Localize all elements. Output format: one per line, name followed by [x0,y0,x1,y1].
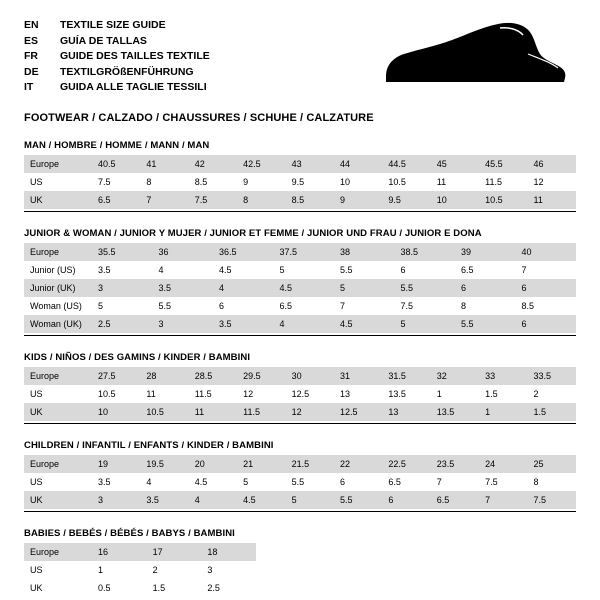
table-row [24,315,576,333]
section-junior-woman [24,228,576,336]
cell: 38 [334,243,395,261]
cell: 4 [140,473,188,491]
section-divider [24,511,576,512]
cell: 7.5 [479,473,527,491]
table-row [24,385,576,403]
cell: 12.5 [334,403,382,421]
row-label: UK [24,579,92,597]
cell: 45 [431,155,479,173]
cell: 6 [516,279,577,297]
language-code: IT [24,81,34,93]
cell: 3 [92,491,140,509]
cell: 5 [334,279,395,297]
cell: 12 [237,385,285,403]
footwear-heading: FOOTWEAR / CALZADO / CHAUSSURES / SCHUHE / CALZATURE [24,112,374,124]
language-code: ES [24,34,39,47]
cell: 11.5 [237,403,285,421]
table-row [24,173,576,191]
cell: 5 [92,297,153,315]
cell: 7.5 [92,173,140,191]
cell: 37.5 [274,243,335,261]
cell: 11 [528,191,576,209]
cell: 36 [153,243,214,261]
row-label: Europe [24,543,92,561]
cell: 2 [528,385,576,403]
cell: 6.5 [382,473,430,491]
table-row [24,403,576,421]
cell: 12 [286,403,334,421]
table-row [24,561,256,579]
cell: 11.5 [189,385,237,403]
cell: 44.5 [382,155,430,173]
cell: 36.5 [213,243,274,261]
cell: 4 [274,315,335,333]
cell: 5.5 [334,261,395,279]
cell: 6.5 [92,191,140,209]
cell: 10 [334,173,382,191]
cell: 44 [334,155,382,173]
cell: 31.5 [382,367,430,385]
cell: 9 [237,173,285,191]
cell: 18 [201,543,256,561]
row-label: US [24,173,92,191]
cell: 3.5 [140,491,188,509]
cell: 4.5 [189,473,237,491]
cell: 13.5 [431,403,479,421]
cell: 8.5 [286,191,334,209]
language-title-list [24,18,354,96]
table-row [24,367,576,385]
cell: 1.5 [147,579,202,597]
cell: 5.5 [334,491,382,509]
row-label: Europe [24,243,92,261]
cell: 5.5 [153,297,214,315]
cell: 8.5 [516,297,577,315]
cell: 10.5 [140,403,188,421]
language-code: DE [24,65,39,78]
section-title: CHILDREN / INFANTIL / ENFANTS / KINDER / BAMBINI [24,440,274,451]
cell: 46 [528,155,576,173]
row-label: UK [24,491,92,509]
cell: 8 [140,173,188,191]
cell: 33.5 [528,367,576,385]
cell: 4.5 [334,315,395,333]
cell: 10.5 [382,173,430,191]
cell: 10.5 [92,385,140,403]
cell: 17 [147,543,202,561]
row-label: Junior (UK) [24,279,92,297]
table-row [24,261,576,279]
cell: 13 [382,403,430,421]
size-table-babies [24,543,256,597]
cell: 1 [431,385,479,403]
language-title: TEXTILE SIZE GUIDE [60,19,166,31]
cell: 20 [189,455,237,473]
cell: 7 [516,261,577,279]
cell: 24 [479,455,527,473]
cell: 4 [153,261,214,279]
table-row [24,191,576,209]
cell: 7.5 [528,491,576,509]
cell: 4 [213,279,274,297]
row-label: UK [24,403,92,421]
cell: 41 [140,155,188,173]
row-label: UK [24,191,92,209]
cell: 40.5 [92,155,140,173]
cell: 13.5 [382,385,430,403]
row-label: US [24,385,92,403]
cell: 31 [334,367,382,385]
section-title: BABIES / BEBÉS / BÉBÉS / BABYS / BAMBINI [24,528,235,539]
row-label: Europe [24,455,92,473]
cell: 43 [286,155,334,173]
cell: 5 [274,261,335,279]
size-table-children [24,455,576,509]
language-row [24,80,354,96]
cell: 2.5 [92,315,153,333]
cell: 6 [455,279,516,297]
language-code: FR [24,50,38,62]
language-title: TEXTILGRÖßENFÜHRUNG [60,65,194,78]
cell: 0.5 [92,579,147,597]
table-row [24,243,576,261]
language-code: EN [24,19,39,31]
table-row [24,473,576,491]
cell: 6 [395,261,456,279]
cell: 42 [189,155,237,173]
cell: 4.5 [237,491,285,509]
cell: 6.5 [431,491,479,509]
cell: 6 [213,297,274,315]
cell: 3 [153,315,214,333]
cell: 39 [455,243,516,261]
cell: 11 [431,173,479,191]
language-title: GUIDE DES TAILLES TEXTILE [60,50,210,62]
table-row [24,543,256,561]
cell: 5 [237,473,285,491]
cell: 11 [140,385,188,403]
cell: 10 [92,403,140,421]
language-row [24,49,354,65]
cell: 6 [516,315,577,333]
cell: 1.5 [479,385,527,403]
language-row [24,65,354,81]
cell: 1 [92,561,147,579]
cell: 28 [140,367,188,385]
language-title: GUIDA ALLE TAGLIE TESSILI [60,81,207,93]
cell: 28.5 [189,367,237,385]
cell: 21 [237,455,285,473]
cell: 10.5 [479,191,527,209]
cell: 8.5 [189,173,237,191]
cell: 9.5 [382,191,430,209]
cell: 27.5 [92,367,140,385]
language-row [24,18,354,34]
cell: 25 [528,455,576,473]
section-children [24,440,576,512]
section-title: JUNIOR & WOMAN / JUNIOR Y MUJER / JUNIOR ET FEMME / JUNIOR UND FRAU / JUNIOR E DONA [24,228,482,239]
section-babies [24,528,576,597]
cell: 8 [528,473,576,491]
cell: 16 [92,543,147,561]
cell: 4.5 [213,261,274,279]
cell: 45.5 [479,155,527,173]
table-row [24,155,576,173]
row-label: Woman (US) [24,297,92,315]
cell: 42.5 [237,155,285,173]
section-man [24,140,576,212]
cell: 5 [395,315,456,333]
cell: 11.5 [479,173,527,191]
cell: 3.5 [213,315,274,333]
cell: 21.5 [286,455,334,473]
cell: 9.5 [286,173,334,191]
cell: 5.5 [395,279,456,297]
cell: 22 [334,455,382,473]
cell: 6 [382,491,430,509]
cell: 12.5 [286,385,334,403]
cell: 5.5 [455,315,516,333]
cell: 5 [286,491,334,509]
cell: 8 [455,297,516,315]
cell: 1 [479,403,527,421]
cell: 3.5 [92,261,153,279]
cell: 9 [334,191,382,209]
row-label: Europe [24,155,92,173]
cell: 4 [189,491,237,509]
size-table-junior-woman [24,243,576,333]
size-table-kids [24,367,576,421]
cell: 33 [479,367,527,385]
section-divider [24,423,576,424]
cell: 11 [189,403,237,421]
cell: 8 [237,191,285,209]
row-label: Junior (US) [24,261,92,279]
cell: 13 [334,385,382,403]
language-row [24,34,354,50]
table-row [24,579,256,597]
cell: 19.5 [140,455,188,473]
cell: 3.5 [153,279,214,297]
cell: 6.5 [274,297,335,315]
cell: 7.5 [189,191,237,209]
cell: 29.5 [237,367,285,385]
table-row [24,455,576,473]
cell: 1.5 [528,403,576,421]
document-header [24,18,576,98]
section-divider [24,211,576,212]
section-title: KIDS / NIÑOS / DES GAMINS / KINDER / BAMBINI [24,352,251,363]
language-title: GUÍA DE TALLAS [60,34,147,47]
table-row [24,279,576,297]
cell: 32 [431,367,479,385]
cell: 7.5 [395,297,456,315]
cell: 6.5 [455,261,516,279]
row-label: US [24,561,92,579]
cell: 22.5 [382,455,430,473]
section-kids [24,352,576,424]
cell: 7 [431,473,479,491]
row-label: Woman (UK) [24,315,92,333]
cell: 5.5 [286,473,334,491]
table-row [24,297,576,315]
row-label: US [24,473,92,491]
cell: 3.5 [92,473,140,491]
cell: 23.5 [431,455,479,473]
cell: 10 [431,191,479,209]
cell: 40 [516,243,577,261]
cell: 3 [201,561,256,579]
cell: 3 [92,279,153,297]
cell: 7 [479,491,527,509]
cell: 4.5 [274,279,335,297]
cell: 7 [334,297,395,315]
section-title: MAN / HOMBRE / HOMME / MANN / MAN [24,140,210,151]
cell: 7 [140,191,188,209]
row-label: Europe [24,367,92,385]
cell: 12 [528,173,576,191]
cell: 19 [92,455,140,473]
dress-shoe-icon [378,18,568,98]
cell: 2.5 [201,579,256,597]
section-divider [24,335,576,336]
cell: 38.5 [395,243,456,261]
cell: 35.5 [92,243,153,261]
cell: 6 [334,473,382,491]
cell: 30 [286,367,334,385]
size-table-man [24,155,576,209]
cell: 2 [147,561,202,579]
table-row [24,491,576,509]
